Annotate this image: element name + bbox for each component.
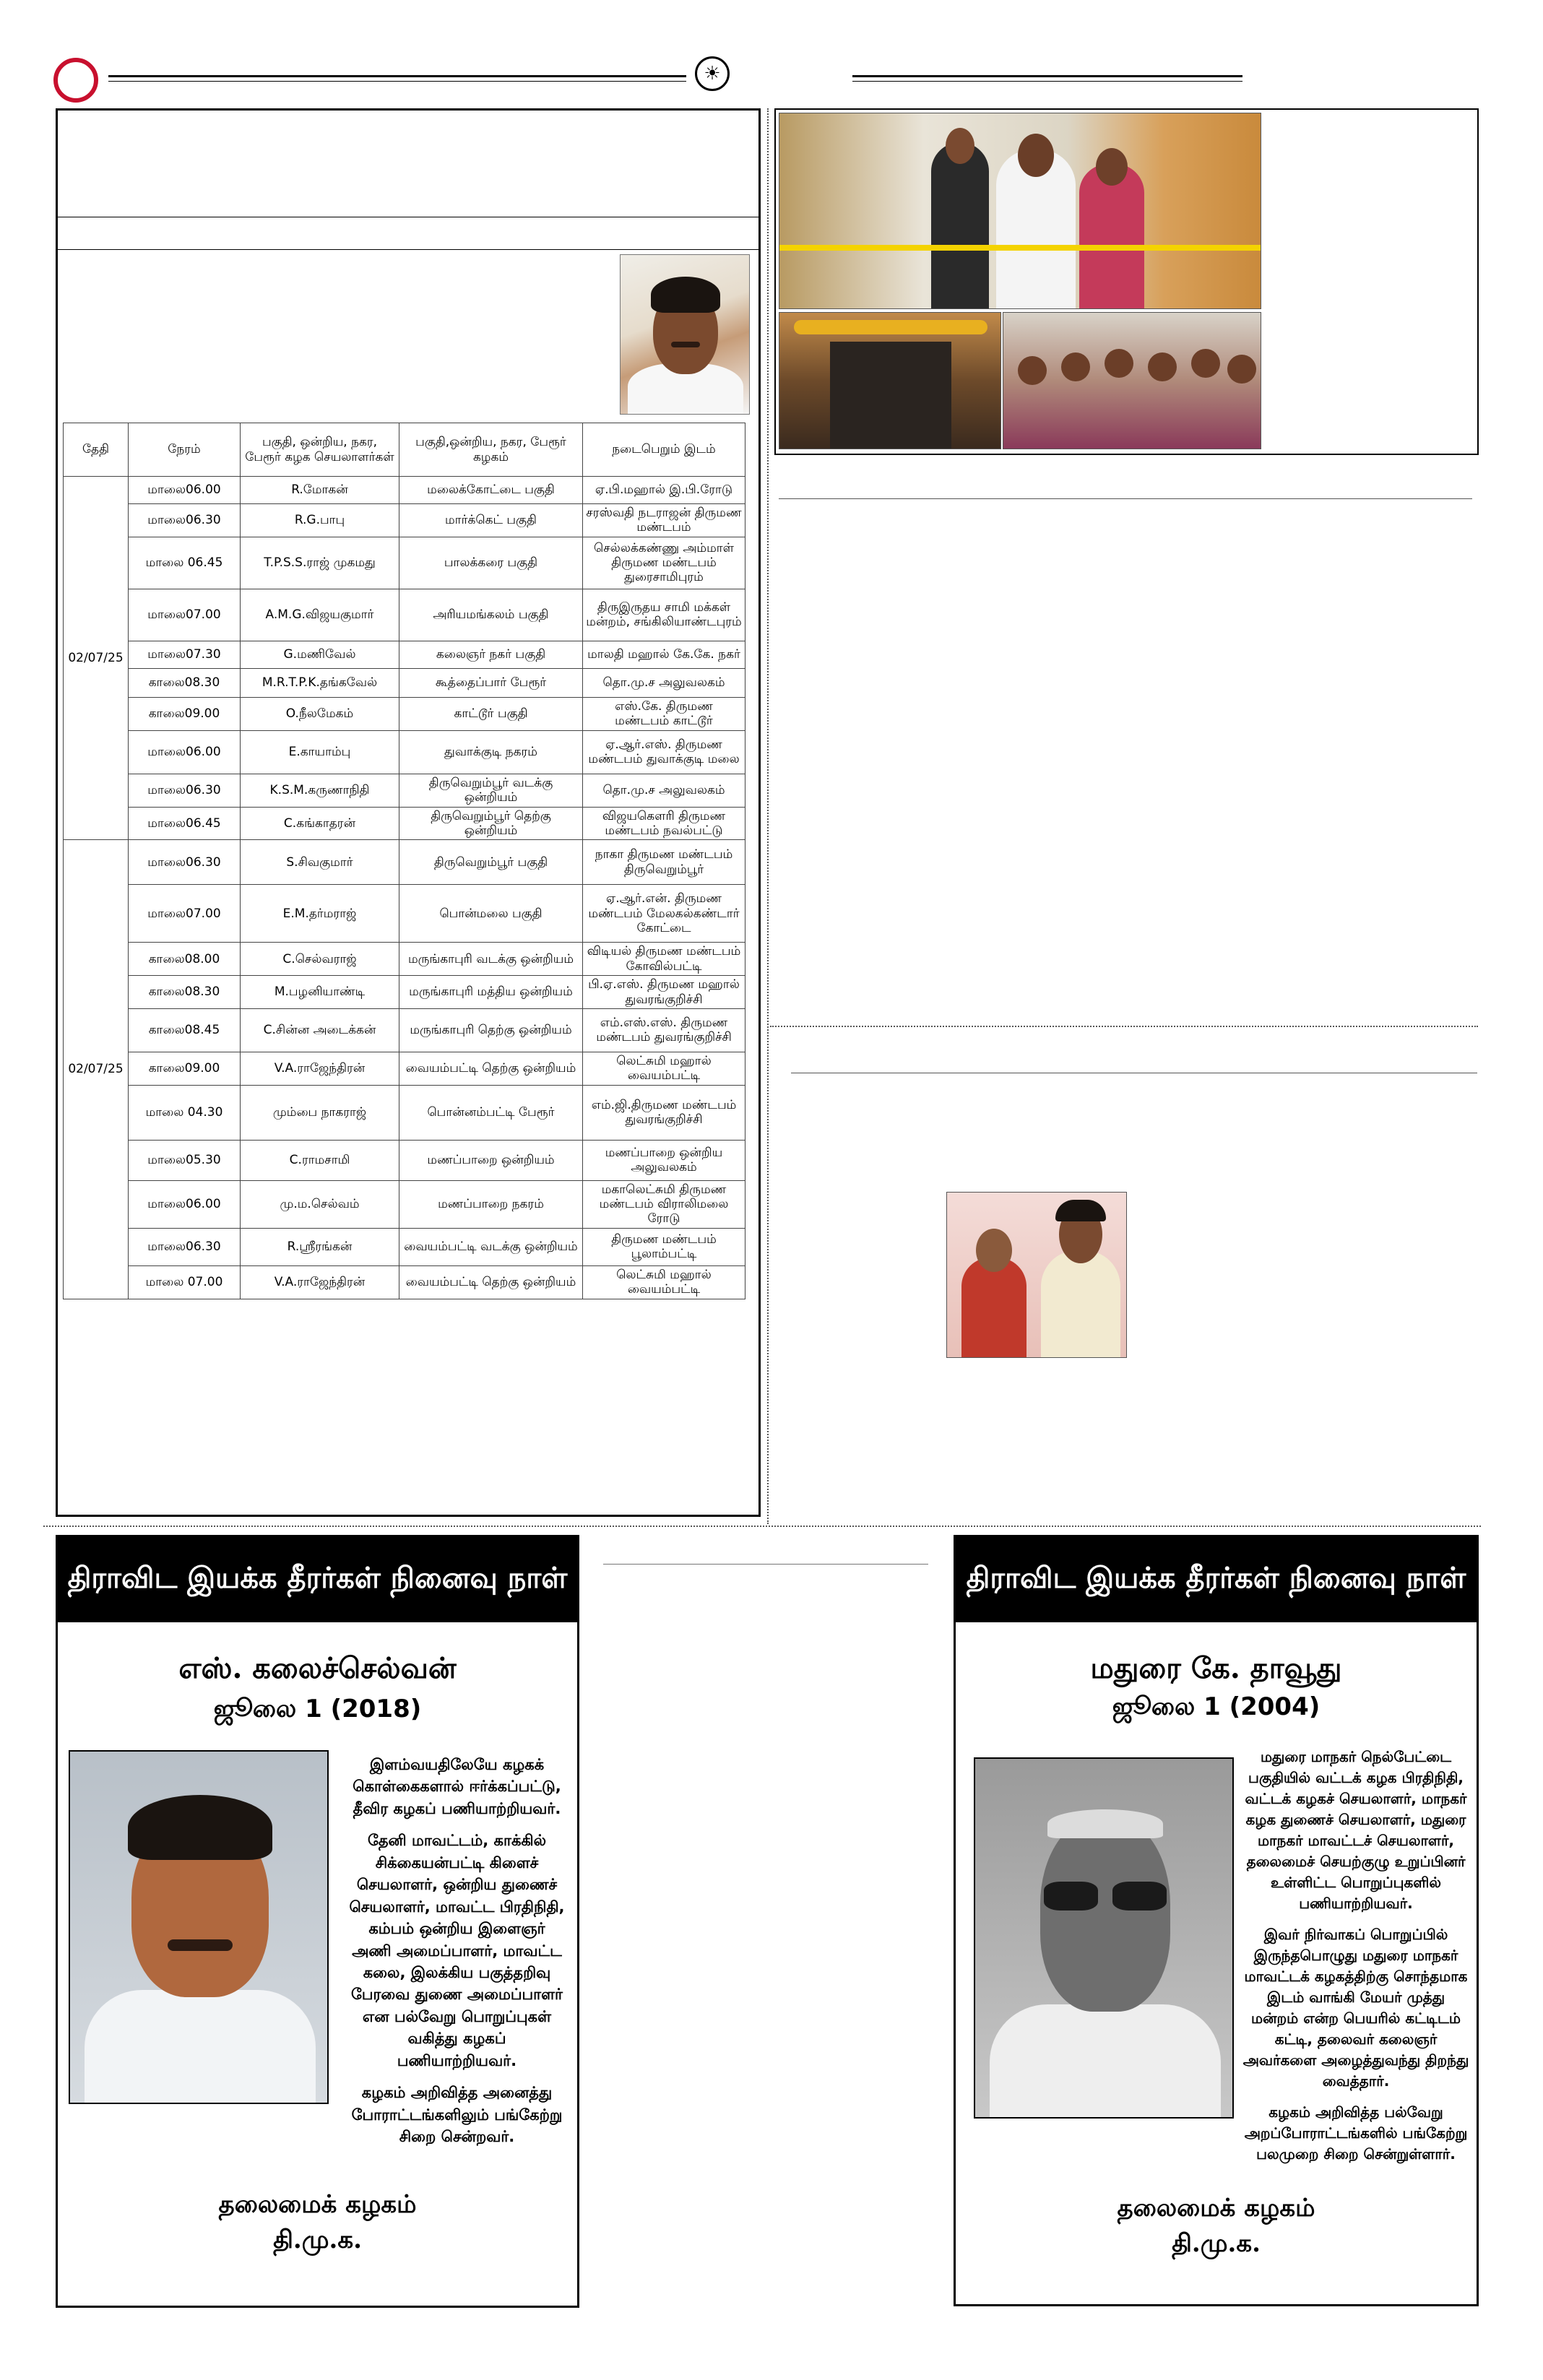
column-header-date: தேதி — [64, 423, 129, 477]
rising-sun-emblem-icon: ☀ — [695, 56, 730, 91]
time-cell: காலை08.30 — [129, 668, 241, 697]
signature-line: தி.மு.க. — [1172, 2229, 1261, 2259]
table-row — [64, 1228, 745, 1265]
secretary-cell: R.G.பாபு — [241, 504, 399, 537]
venue-cell: தொ.மு.ச அலுவலகம் — [583, 774, 745, 807]
table-row — [64, 774, 745, 807]
venue-cell: லெட்சுமி மஹால் வையம்பட்டி — [583, 1052, 745, 1085]
secretary-cell: K.S.M.கருணாநிதி — [241, 774, 399, 807]
secretary-cell: V.A.ராஜேந்திரன் — [241, 1265, 399, 1299]
time-cell: மாலை06.00 — [129, 477, 241, 504]
secretary-cell: மும்பை நாகராஜ் — [241, 1085, 399, 1140]
table-row — [64, 1085, 745, 1140]
unit-cell: வையம்பட்டி தெற்கு ஒன்றியம் — [399, 1052, 583, 1085]
time-cell: மாலை 04.30 — [129, 1085, 241, 1140]
secretary-cell: மு.ம.செல்வம் — [241, 1180, 399, 1228]
secretary-cell: C.சின்ன அடைக்கன் — [241, 1008, 399, 1052]
table-row — [64, 1052, 745, 1085]
secretary-cell: M.பழனியாண்டி — [241, 976, 399, 1009]
secretary-cell: M.R.T.P.K.தங்கவேல் — [241, 668, 399, 697]
time-cell: காலை08.00 — [129, 943, 241, 976]
memorial-box-right — [954, 1535, 1479, 2306]
memorial-paragraph: இவர் நிர்வாகப் பொறுப்பில் இருந்தபொழுது மதுரை மாநகர் மாவட்டக் கழகத்திற்கு சொந்தமாக இடம் வாங்கி மேயர் முத்து மன்றம் என்ற பெயரில் கட்டிடம் கட்டி, தலைவர் கலைஞர் அவர்களை அழைத்துவந்து திறந்து வைத்தார். — [1242, 1926, 1469, 2090]
secretary-cell: R.மோகன் — [241, 477, 399, 504]
column-header-unit: பகுதி,ஒன்றிய, நகர, பேரூர் கழகம் — [399, 423, 583, 477]
secretary-cell: R.ஸ்ரீரங்கன் — [241, 1228, 399, 1265]
table-row — [64, 840, 745, 885]
secretary-cell: S.சிவகுமார் — [241, 840, 399, 885]
table-row — [64, 976, 745, 1009]
secretary-cell: C.செல்வராஜ் — [241, 943, 399, 976]
unit-cell: வையம்பட்டி வடக்கு ஒன்றியம் — [399, 1228, 583, 1265]
column-rule — [603, 1564, 928, 1565]
unit-cell: பாலக்கரை பகுதி — [399, 537, 583, 589]
section-divider — [43, 1526, 1481, 1527]
audience-photo — [1003, 312, 1261, 449]
memorial-portrait-photo — [974, 1757, 1234, 2119]
signature-line: தி.மு.க. — [273, 2225, 362, 2255]
signature-line: தலைமைக் கழகம் — [218, 2190, 417, 2219]
time-cell: மாலை06.45 — [129, 807, 241, 840]
secretary-cell: O.நீலமேகம் — [241, 697, 399, 730]
table-row — [64, 641, 745, 668]
unit-cell: மார்க்கெட் பகுதி — [399, 504, 583, 537]
date-cell: 02/07/25 — [64, 840, 129, 1299]
time-cell: மாலை06.00 — [129, 730, 241, 774]
time-cell: மாலை06.00 — [129, 1180, 241, 1228]
table-row — [64, 477, 745, 504]
venue-cell: ஏ.ஆர்.எஸ். திருமண மண்டபம் துவாக்குடி மலை — [583, 730, 745, 774]
header-rule-right — [852, 81, 1242, 82]
unit-cell: காட்டூர் பகுதி — [399, 697, 583, 730]
time-cell: மாலை06.30 — [129, 774, 241, 807]
time-cell: காலை09.00 — [129, 1052, 241, 1085]
memorial-paragraph: மதுரை மாநகர் நெல்பேட்டை பகுதியில் வட்டக் கழக பிரதிநிதி, வட்டக் கழகச் செயலாளர், மாநகர் கழக துணைச் செயலாளர், மதுரை மாநகர் மாவட்டச் செயலாளர், தலைமைச் செயற்குழு உறுப்பினர் உள்ளிட்ட பொறுப்புகளில் பணியாற்றியவர். — [1245, 1748, 1467, 1912]
memorial-biography — [347, 1754, 567, 2158]
memorial-paragraph: தேனி மாவட்டம், காக்கில் சிக்கையன்பட்டி கிளைச் செயலாளர், ஒன்றிய துணைச் செயலாளர், மாவட்ட பிரதிநிதி, கம்பம் ஒன்றிய இளைஞர் அணி அமைப்பாளர், மாவட்ட கலை, இலக்கிய பகுத்தறிவு பேரவை துணை அமைப்பாளர் என பல்வேறு பொறுப்புகள் வகித்து கழகப் பணியாற்றியவர். — [349, 1832, 565, 2069]
decorated-entrance-photo — [779, 312, 1001, 449]
table-row — [64, 943, 745, 976]
unit-cell: அரியமங்கலம் பகுதி — [399, 589, 583, 641]
venue-cell: விடியல் திருமண மண்டபம் கோவில்பட்டி — [583, 943, 745, 976]
table-header-row — [64, 423, 745, 477]
time-cell: மாலை07.00 — [129, 589, 241, 641]
unit-cell: மருங்காபுரி தெற்கு ஒன்றியம் — [399, 1008, 583, 1052]
time-cell: மாலை 07.00 — [129, 1265, 241, 1299]
time-cell: மாலை 06.45 — [129, 537, 241, 589]
secretary-cell: C.ராமசாமி — [241, 1140, 399, 1180]
column-header-time: நேரம் — [129, 423, 241, 477]
time-cell: காலை09.00 — [129, 697, 241, 730]
table-row — [64, 697, 745, 730]
column-header-venue: நடைபெறும் இடம் — [583, 423, 745, 477]
ribbon-cutting-photo — [779, 113, 1261, 309]
memorial-portrait-photo — [69, 1750, 329, 2104]
venue-cell: எம்.ஜி.திருமண மண்டபம் துவரங்குறிச்சி — [583, 1085, 745, 1140]
meeting-schedule-table — [63, 423, 745, 1299]
secretary-cell: G.மணிவேல் — [241, 641, 399, 668]
venue-cell: விஜயகௌரி திருமண மண்டபம் நவல்பட்டு — [583, 807, 745, 840]
memorial-box-left — [56, 1535, 579, 2308]
table-row — [64, 537, 745, 589]
time-cell: மாலை07.30 — [129, 641, 241, 668]
secretary-cell: T.P.S.S.ராஜ் முகமது — [241, 537, 399, 589]
time-cell: மாலை06.30 — [129, 1228, 241, 1265]
secretary-cell: V.A.ராஜேந்திரன் — [241, 1052, 399, 1085]
time-cell: மாலை06.30 — [129, 840, 241, 885]
signature-line: தலைமைக் கழகம் — [1117, 2194, 1315, 2223]
unit-cell: பொன்மலை பகுதி — [399, 885, 583, 943]
table-row — [64, 1265, 745, 1299]
unit-cell: மருங்காபுரி மத்திய ஒன்றியம் — [399, 976, 583, 1009]
schedule-body — [64, 477, 745, 1299]
page-logo-circle — [53, 58, 98, 103]
secretary-cell: E.M.தர்மராஜ் — [241, 885, 399, 943]
table-row — [64, 1140, 745, 1180]
divider — [58, 249, 758, 250]
venue-cell: ஏ.ஆர்.என். திருமண மண்டபம் மேலகல்கண்டார் கோட்டை — [583, 885, 745, 943]
memorial-banner: திராவிட இயக்க தீரர்கள் நினைவு நாள் — [58, 1537, 577, 1622]
table-row — [64, 504, 745, 537]
unit-cell: மலைக்கோட்டை பகுதி — [399, 477, 583, 504]
memorial-biography — [1241, 1747, 1471, 2175]
wedding-couple-photo — [946, 1192, 1127, 1358]
table-row — [64, 1008, 745, 1052]
unit-cell: மருங்காபுரி வடக்கு ஒன்றியம் — [399, 943, 583, 976]
unit-cell: பொன்னம்பட்டி பேரூர் — [399, 1085, 583, 1140]
table-row — [64, 668, 745, 697]
venue-cell: சரஸ்வதி நடராஜன் திருமண மண்டபம் — [583, 504, 745, 537]
unit-cell: திருவெறும்பூர் தெற்கு ஒன்றியம் — [399, 807, 583, 840]
venue-cell: நாகா திருமண மண்டபம் திருவெறும்பூர் — [583, 840, 745, 885]
unit-cell: மணப்பாறை ஒன்றியம் — [399, 1140, 583, 1180]
memorial-signature — [956, 2191, 1477, 2262]
unit-cell: மணப்பாறை நகரம் — [399, 1180, 583, 1228]
venue-cell: தொ.மு.ச அலுவலகம் — [583, 668, 745, 697]
venue-cell: ஏ.பி.மஹால் இ.பி.ரோடு — [583, 477, 745, 504]
unit-cell: திருவெறும்பூர் பகுதி — [399, 840, 583, 885]
header-rule — [108, 81, 686, 82]
column-divider — [767, 108, 769, 1524]
column-rule — [779, 498, 1472, 499]
secretary-cell: E.காயாம்பு — [241, 730, 399, 774]
memorial-date: ஜூலை 1 (2004) — [1112, 1692, 1321, 1721]
venue-cell: திருஇருதய சாமி மக்கள் மன்றம், சங்கிலியாண்டபுரம் — [583, 589, 745, 641]
venue-cell: செல்லக்கண்ணு அம்மாள் திருமண மண்டபம் துரைசாமிபுரம் — [583, 537, 745, 589]
memorial-banner: திராவிட இயக்க தீரர்கள் நினைவு நாள் — [956, 1537, 1477, 1622]
venue-cell: மணப்பாறை ஒன்றிய அலுவலகம் — [583, 1140, 745, 1180]
header-rule-right — [852, 75, 1242, 77]
venue-cell: திருமண மண்டபம் பூலாம்பட்டி — [583, 1228, 745, 1265]
column-header-secretary: பகுதி, ஒன்றிய, நகர, பேரூர் கழக செயலாளர்கள் — [241, 423, 399, 477]
unit-cell: வையம்பட்டி தெற்கு ஒன்றியம் — [399, 1265, 583, 1299]
time-cell: காலை08.45 — [129, 1008, 241, 1052]
venue-cell: மாலதி மஹால் கே.கே. நகர் — [583, 641, 745, 668]
section-divider — [770, 1026, 1478, 1027]
table-row — [64, 885, 745, 943]
memorial-paragraph: கழகம் அறிவித்த பல்வேறு அறப்போராட்டங்களில் பங்கேற்று பலமுறை சிறை சென்றுள்ளார். — [1244, 2103, 1468, 2163]
venue-cell: லெட்சுமி மஹால் வையம்பட்டி — [583, 1265, 745, 1299]
header-rule — [108, 75, 686, 77]
table-row — [64, 807, 745, 840]
memorial-paragraph: கழகம் அறிவித்த அனைத்து போராட்டங்களிலும் பங்கேற்று சிறை சென்றவர். — [351, 2084, 563, 2145]
secretary-cell: C.கங்காதரன் — [241, 807, 399, 840]
leader-portrait-photo — [620, 254, 750, 415]
unit-cell: கலைஞர் நகர் பகுதி — [399, 641, 583, 668]
venue-cell: எஸ்.கே. திருமண மண்டபம் காட்டூர் — [583, 697, 745, 730]
memorial-date: ஜூலை 1 (2018) — [213, 1695, 422, 1723]
time-cell: மாலை06.30 — [129, 504, 241, 537]
table-row — [64, 730, 745, 774]
table-row — [64, 1180, 745, 1228]
memorial-name: மதுரை கே. தாவூது — [1090, 1651, 1342, 1685]
venue-cell: மகாலெட்சுமி திருமண மண்டபம் விராலிமலை ரோடு — [583, 1180, 745, 1228]
memorial-name: எஸ். கலைச்செல்வன் — [178, 1651, 457, 1685]
venue-cell: எம்.எஸ்.எஸ். திருமண மண்டபம் துவரங்குறிச்சி — [583, 1008, 745, 1052]
unit-cell: கூத்தைப்பார் பேரூர் — [399, 668, 583, 697]
unit-cell: திருவெறும்பூர் வடக்கு ஒன்றியம் — [399, 774, 583, 807]
time-cell: மாலை05.30 — [129, 1140, 241, 1180]
venue-cell: பி.ஏ.எஸ். திருமண மஹால் துவரங்குறிச்சி — [583, 976, 745, 1009]
time-cell: மாலை07.00 — [129, 885, 241, 943]
unit-cell: துவாக்குடி நகரம் — [399, 730, 583, 774]
date-cell: 02/07/25 — [64, 477, 129, 840]
table-row — [64, 589, 745, 641]
memorial-signature — [58, 2187, 577, 2259]
time-cell: காலை08.30 — [129, 976, 241, 1009]
memorial-paragraph: இளம்வயதிலேயே கழகக் கொள்கைகளால் ஈர்க்கப்பட்டு, தீவிர கழகப் பணியாற்றியவர். — [353, 1756, 561, 1817]
secretary-cell: A.M.G.விஜயகுமார் — [241, 589, 399, 641]
